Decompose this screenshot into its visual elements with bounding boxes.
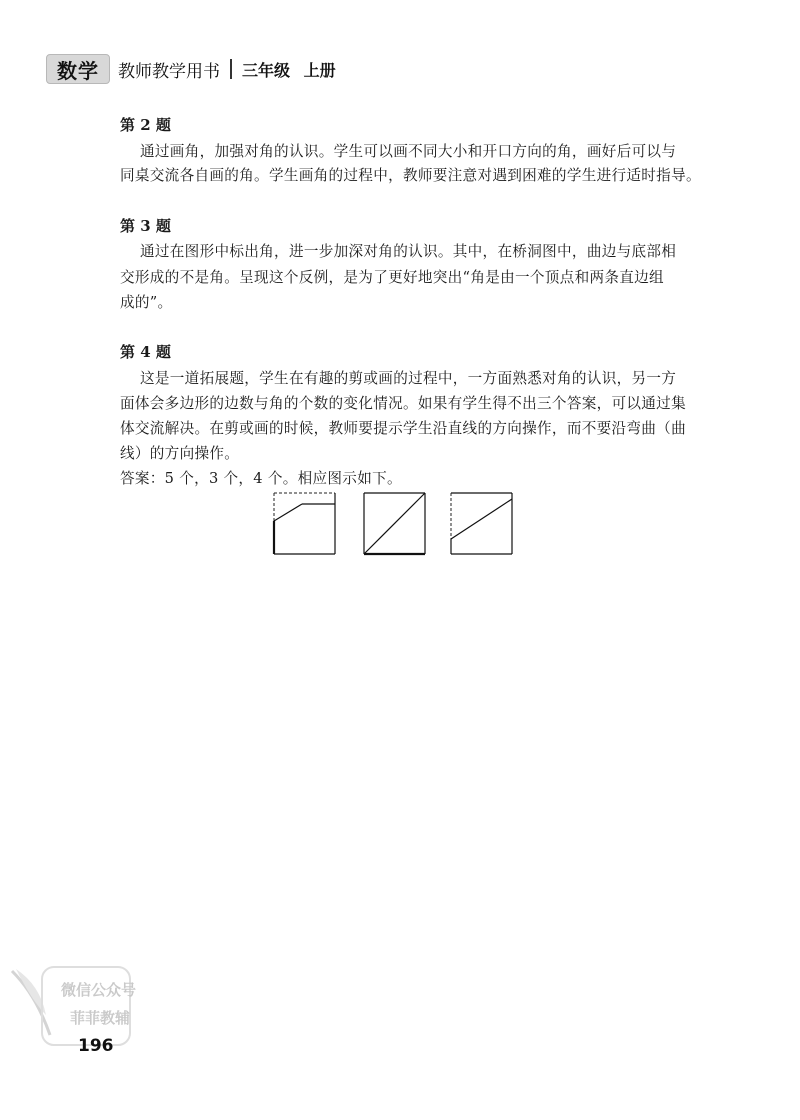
- page-number: 196: [78, 1036, 114, 1056]
- answer-line: 答案：5 个，3 个，4 个。相应图示如下。: [120, 470, 402, 487]
- square-figure-2: [364, 493, 425, 554]
- paragraph-line: 同桌交流各自画的角。学生画角的过程中，教师要注意对遇到困难的学生进行适时指导。: [120, 167, 701, 184]
- square-figure-1: [274, 493, 335, 554]
- header-divider: [230, 59, 232, 79]
- watermark: [6, 965, 137, 1049]
- section-title: 第 4 题: [120, 343, 171, 361]
- section-title: 第 3 题: [120, 217, 171, 235]
- paragraph-line: 成的”。: [120, 294, 173, 311]
- paragraph-line: 面体会多边形的边数与角的个数的变化情况。如果有学生得不出三个答案，可以通过集: [120, 395, 686, 412]
- page-header: [46, 54, 336, 84]
- watermark-line-1: 微信公众号: [61, 981, 137, 999]
- paragraph-line: 线）的方向操作。: [120, 445, 240, 462]
- grade-label: 三年级 上册: [242, 60, 336, 80]
- subject-badge: 数学: [46, 54, 110, 84]
- section-title: 第 2 题: [120, 116, 171, 134]
- watermark-line-2: 菲菲教辅: [70, 1009, 131, 1027]
- paragraph-line: 这是一道拓展题，学生在有趣的剪或画的过程中，一方面熟悉对角的认识，另一方: [140, 370, 677, 387]
- paragraph-line: 通过画角，加强对角的认识。学生可以画不同大小和开口方向的角，画好后可以与: [140, 143, 677, 160]
- paragraph-line: 体交流解决。在剪或画的时候，教师要提示学生沿直线的方向操作，而不要沿弯曲（曲: [120, 420, 686, 437]
- square-figure-3: [451, 493, 512, 554]
- paragraph-line: 交形成的不是角。呈现这个反例，是为了更好地突出“角是由一个顶点和两条直边组: [120, 269, 664, 286]
- book-title: 教师教学用书: [118, 61, 220, 82]
- answer-figures: [272, 491, 522, 561]
- paragraph-line: 通过在图形中标出角，进一步加深对角的认识。其中，在桥洞图中，曲边与底部相: [140, 243, 677, 260]
